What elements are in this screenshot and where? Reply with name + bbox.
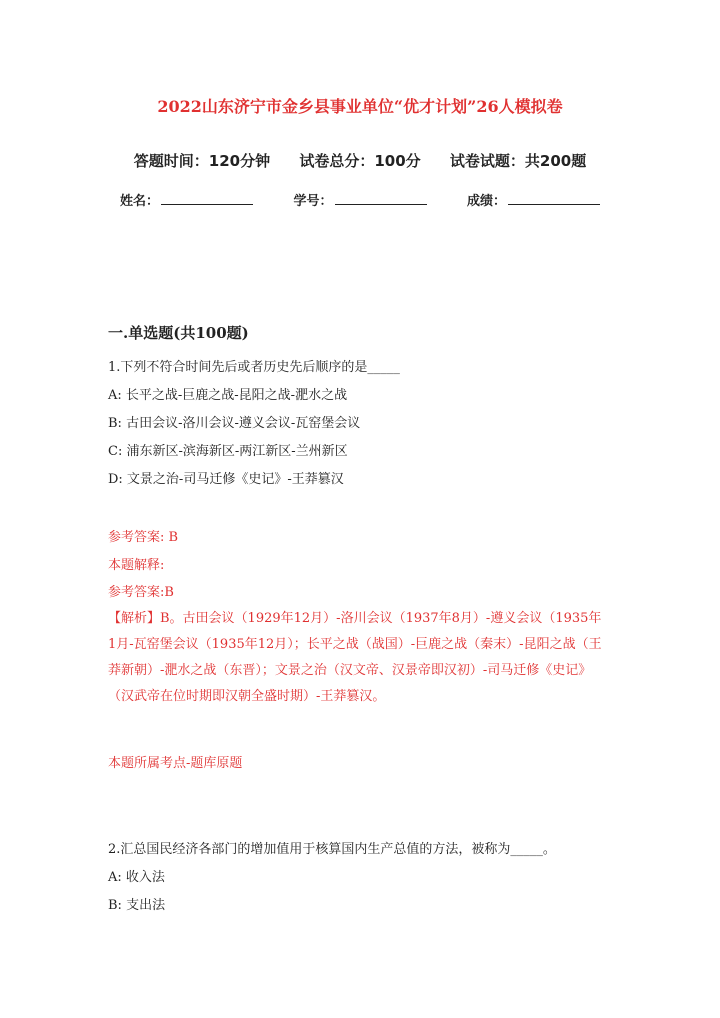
exam-question-count: 试卷试题：共200题 <box>449 152 587 170</box>
exam-time: 答题时间：120分钟 <box>133 152 271 170</box>
exam-total-score: 试卷总分：100分 <box>299 152 421 170</box>
name-label: 姓名： <box>119 194 159 209</box>
question-1-option-d: D: 文景之治-司马迁修《史记》-王莽篡汉 <box>108 472 344 487</box>
question-2-stem: 2.汇总国民经济各部门的增加值用于核算国内生产总值的方法，被称为_____。 <box>108 842 556 857</box>
question-1-option-b: B: 古田会议-洛川会议-遵义会议-瓦窑堡会议 <box>108 416 361 431</box>
name-blank[interactable] <box>161 194 253 205</box>
name-field <box>120 194 253 209</box>
question-2-option-b: B: 支出法 <box>108 898 166 913</box>
question-1-option-c: C: 浦东新区-滨海新区-两江新区-兰州新区 <box>108 444 348 459</box>
grade-label: 成绩： <box>467 194 507 209</box>
question-1-point: 本题所属考点-题库原题 <box>108 756 243 771</box>
grade-blank[interactable] <box>508 194 600 205</box>
section-heading: 一.单选题(共100题) <box>108 324 249 342</box>
question-1-answer: 参考答案: B <box>108 530 179 545</box>
student-id-blank[interactable] <box>335 194 427 205</box>
question-1-answer-repeat: 参考答案:B <box>108 585 174 600</box>
exam-title: 2022山东济宁市金乡县事业单位“优才计划”26人模拟卷 <box>157 97 563 116</box>
question-1-explain-label: 本题解释: <box>108 558 165 573</box>
question-1-explanation: 【解析】B。古田会议（1929年12月）-洛川会议（1937年8月）-遵义会议（1935年1月-瓦窑堡会议（1935年12月）；长平之战（战国）-巨鹿之战（秦末）-昆阳之战（王莽新朝）-淝水之战（东晋）；文景之治（汉文帝、汉景帝即汉初）-司马迁修《史记》（汉武帝在位时期即汉朝全盛时期）-王莽篡汉。 <box>108 611 602 704</box>
student-id-field <box>293 194 426 209</box>
exam-meta <box>0 150 720 171</box>
question-1-option-a: A: 长平之战-巨鹿之战-昆阳之战-淝水之战 <box>108 388 348 403</box>
student-id-label: 学号： <box>293 194 333 209</box>
question-2-option-a: A: 收入法 <box>108 870 165 885</box>
grade-field <box>467 194 600 209</box>
question-1-stem: 1.下列不符合时间先后或者历史先后顺序的是_____ <box>108 360 400 375</box>
student-fields <box>0 190 720 209</box>
